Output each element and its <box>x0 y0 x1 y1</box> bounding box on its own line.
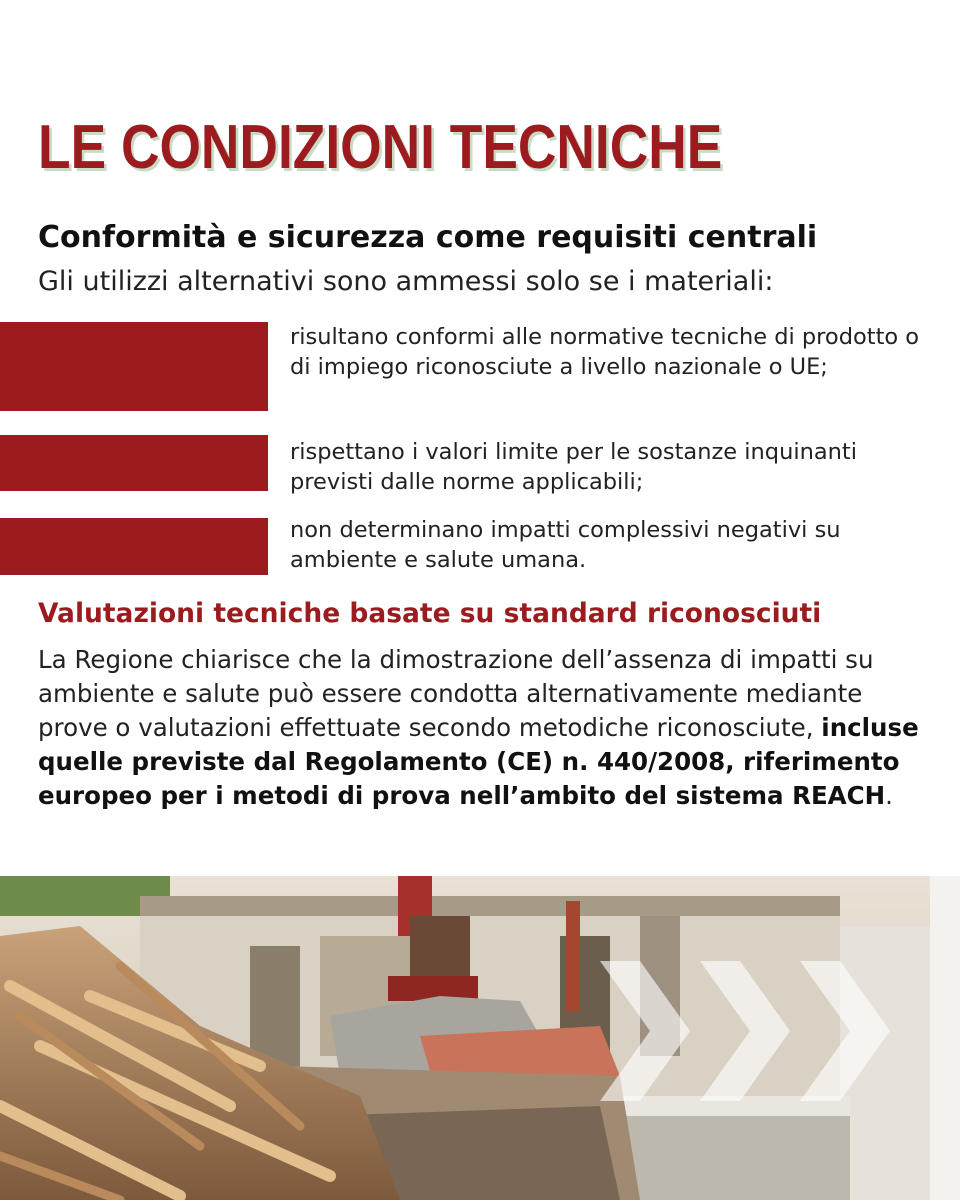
condition-item: risultano conformi alle normative tecniche di prodotto o di impiego riconosciute a livello nazionale o UE; <box>290 324 920 380</box>
body-plain: La Regione chiarisce che la dimostrazione dell’assenza di impatti su ambiente e salute può essere condotta alternativamente mediante prove o valutazioni effettuate secondo metodiche riconosciute, <box>38 645 874 742</box>
condition-item: non determinano impatti complessivi negativi su ambiente e salute umana. <box>290 517 841 573</box>
body-end: . <box>885 781 893 810</box>
section-body <box>38 643 938 813</box>
intro-text: Gli utilizzi alternativi sono ammessi solo se i materiali: <box>38 266 774 297</box>
demolition-illustration <box>0 876 960 1200</box>
body-bold: incluse quelle previste dal Regolamento (CE) n. 440/2008, riferimento europeo per i metodi di prova nell’ambito del sistema REACH <box>38 713 919 810</box>
accent-bar <box>0 518 268 575</box>
condition-item: rispettano i valori limite per le sostanze inquinanti previsti dalle norme applicabili; <box>290 439 857 495</box>
accent-bar <box>0 435 268 491</box>
subtitle: Conformità e sicurezza come requisiti centrali <box>38 220 818 255</box>
section-title: Valutazioni tecniche basate su standard riconosciuti <box>38 598 822 629</box>
demolition-photo <box>0 876 960 1200</box>
page-title: LE CONDIZIONI TECNICHE <box>38 113 723 182</box>
accent-bar <box>0 322 268 411</box>
